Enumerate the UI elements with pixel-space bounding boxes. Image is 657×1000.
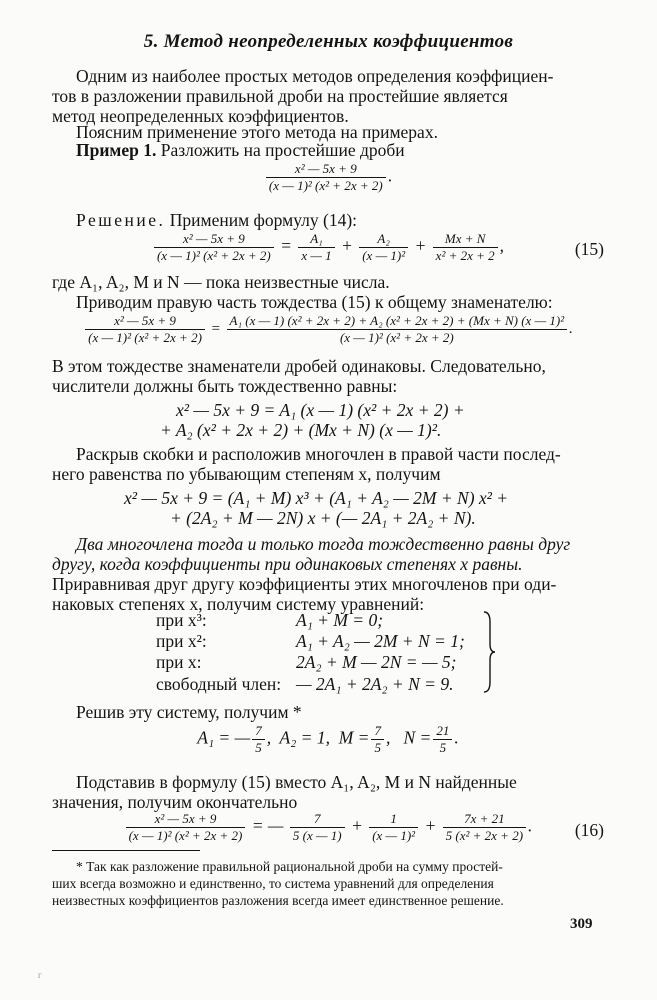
identity-paragraph: В этом тождестве знаменатели дробей одинаковы. Следовательно, числители должны быть тождественно равны: <box>52 356 546 396</box>
footnote-divider <box>52 850 200 851</box>
solution-label: Решение. <box>76 210 166 230</box>
system-equation: — 2A₁ + 2A₂ + N = 9. <box>296 674 454 694</box>
equation-common: $\frac{\text{x² — 5x + 9}}{\text{(x — 1)² (x² + 2x + 2)}}$ = A₁ (x — 1) (x² + 2x + 2) + A₂ (x² + 2x + 2) + (Mx + N) (x — 1)² (x — 1)² (x² + 2x + 2) . <box>52 314 604 348</box>
solution-values: A₁ = — $\frac{7}{5}$ , A₂ = 1, M = $\frac{7}{5}$ , N = $\frac{21}{5}$ . <box>197 723 459 755</box>
explain-line: Поясним применение этого метода на примерах. <box>76 122 438 142</box>
system-equation: A₁ + A₂ — 2M + N = 1; <box>296 631 465 651</box>
substitution-paragraph: Подставив в формулу (15) вместо A₁, A₂, M и N найденные значения, получим окончательно <box>52 772 517 812</box>
system-equation: 2A₂ + M — 2N = — 5; <box>296 652 457 672</box>
right-brace-icon <box>482 610 496 694</box>
system-label: при x³: <box>156 610 207 630</box>
where-line: где A₁, A₂, M и N — пока неизвестные числа. <box>52 272 390 292</box>
solution-heading <box>52 210 604 230</box>
example-fraction: $\frac{\text{x² — 5x + 9}}{\text{(x — 1)² (x² + 2x + 2)}}$ . <box>52 162 604 193</box>
system-label: свободный член: <box>156 674 282 694</box>
system-label: при x: <box>156 652 202 672</box>
equation-number: (15) <box>574 239 604 259</box>
expanded-line-1: x² — 5x + 9 = (A₁ + M) x³ + (A₁ + A₂ — 2M + N) x² + <box>124 488 509 508</box>
section-title: 5. Метод неопределенных коэффициентов <box>143 31 514 52</box>
text-line: Одним из наиболее простых методов определения коэффициен- <box>76 66 554 86</box>
footnote: * Так как разложение правильной рациональной дроби на сумму простей- ших всегда возможно и единственно, то система уравнений для определения неизвестных коэффициентов разложения всегда имеет единственное решение. <box>52 859 504 908</box>
equation-15: $\frac{\text{x² — 5x + 9}}{\text{(x — 1)² (x² + 2x + 2)}}$ = $\frac{\text{A₁}}{x — 1}$ + $\frac{\text{A₂}}{\text{(x — 1)²}}$ + $\frac{Mx + N}{\text{x² + 2x + 2}}$ , (15) <box>52 232 604 266</box>
system-label: при x²: <box>156 631 207 651</box>
theorem-statement: Два многочлена тогда и только тогда тождественно равны друг другу, когда коэффициенты при одинаковых степенях x равны. <box>52 534 571 574</box>
solved-line: Решив эту систему, получим * <box>76 702 302 722</box>
equation-number: (16) <box>574 820 604 840</box>
example-heading <box>52 140 604 160</box>
numerator-identity-line-1: x² — 5x + 9 = A₁ (x — 1) (x² + 2x + 2) + <box>176 400 465 420</box>
page-number: 309 <box>570 916 593 932</box>
example-text: Разложить на простейшие дроби <box>160 140 405 160</box>
expand-paragraph: Раскрыв скобки и расположив многочлен в правой части послед- него равенства по убывающим степеням x, получим <box>52 444 561 484</box>
text-line: метод неопределенных коэффициентов. <box>52 106 349 126</box>
expanded-line-2: + (2A₂ + M — 2N) x + (— 2A₁ + 2A₂ + N). <box>170 508 476 528</box>
scan-mark: г <box>38 970 42 980</box>
system-equation: A₁ + M = 0; <box>296 610 384 630</box>
system-intro: Приравнивая друг другу коэффициенты этих многочленов при оди- наковых степенях x, получим систему уравнений: <box>52 574 557 614</box>
numerator-identity-line-2: + A₂ (x² + 2x + 2) + (Mx + N) (x — 1)². <box>160 420 442 440</box>
solution-text: Применим формулу (14): <box>169 210 358 230</box>
equation-system <box>156 610 496 696</box>
fraction: $\frac{\text{x² — 5x + 9}}{\text{(x — 1)² (x² + 2x + 2)}}$ <box>266 162 386 193</box>
equation-16: $\frac{\text{x² — 5x + 9}}{\text{(x — 1)² (x² + 2x + 2)}}$ = — $\frac{7}{5 (x — 1)}$ + $\frac{1}{\text{(x — 1)²}}$ + $\frac{7x + 21}{\text{5 (x² + 2x + 2)}}$ . (16) <box>52 812 604 848</box>
example-label: Пример 1. <box>76 140 157 160</box>
intro-paragraph <box>52 66 604 126</box>
common-denominator-line: Приводим правую часть тождества (15) к общему знаменателю: <box>76 292 553 312</box>
text-line: тов в разложении правильной дроби на простейшие является <box>52 86 508 106</box>
